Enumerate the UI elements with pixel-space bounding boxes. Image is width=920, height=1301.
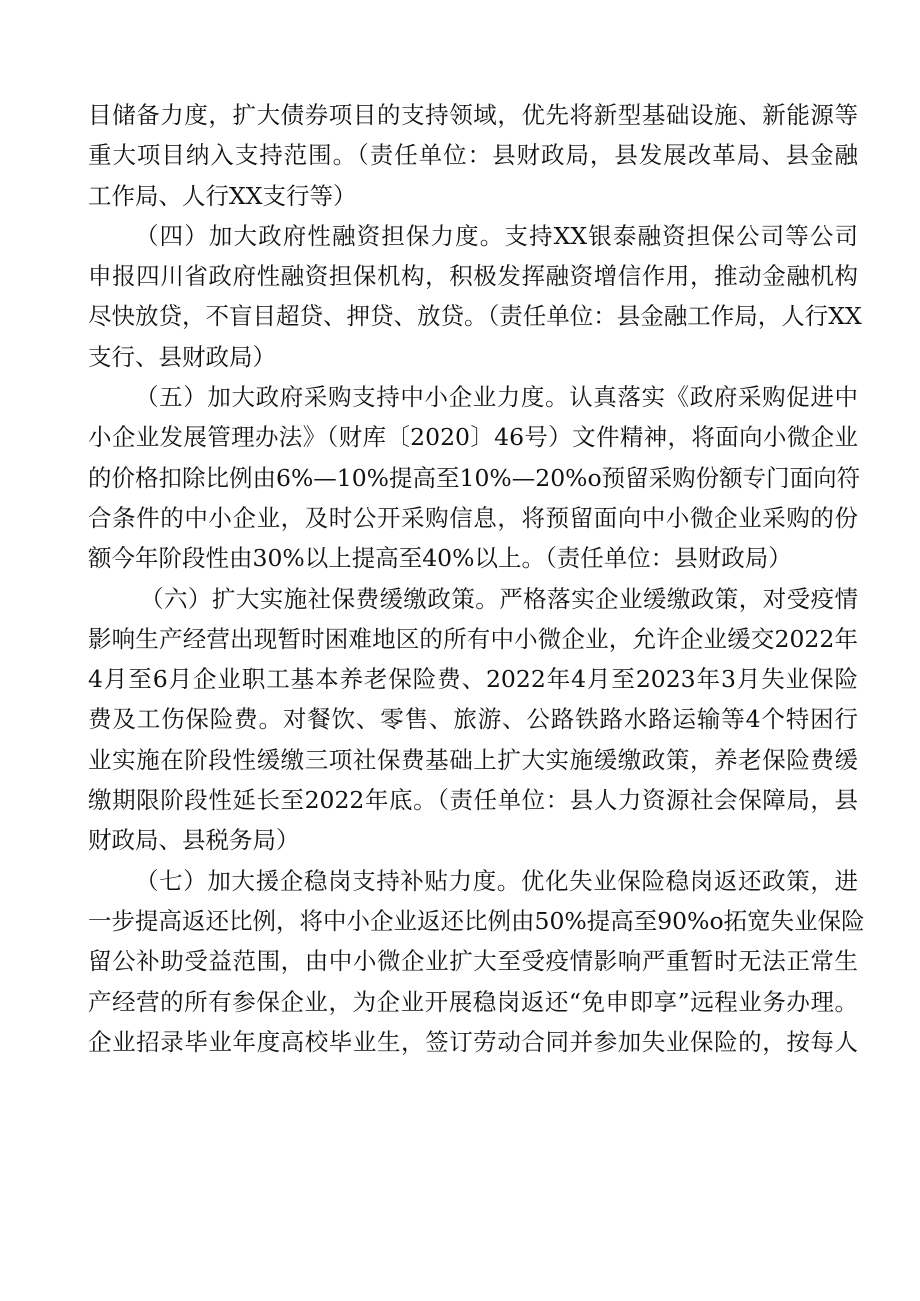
text-line: 额今年阶段性由30%以上提高至40%以上。（责任单位：县财政局） [88, 544, 792, 573]
text-line: 尽快放贷，不盲目超贷、押贷、放贷。（责任单位：县金融工作局，人行XX [88, 302, 862, 331]
text-line: 一步提高返还比例，将中小企业返还比例由50%提高至90%o拓宽失业保险 [88, 906, 865, 935]
text-line: 费及工伤保险费。对餐饮、零售、旅游、公路铁路水路运输等4个特困行 [88, 705, 858, 734]
text-line: 支行、县财政局） [88, 342, 276, 371]
text-line: 申报四川省政府性融资担保机构，积极发挥融资增信作用，推动金融机构 [88, 262, 858, 291]
text-line: 工作局、人行XX支行等） [88, 181, 357, 210]
text-line: 小企业发展管理办法》（财库〔2020〕46号）文件精神，将面向小微企业 [88, 423, 858, 452]
section-heading-line: （四）加大政府性融资担保力度。支持XX银泰融资担保公司等公司 [135, 221, 858, 250]
section-heading-line: （七）加大援企稳岗支持补贴力度。优化失业保险稳岗返还政策，进 [135, 866, 858, 895]
text-line: 4月至6月企业职工基本养老保险费、2022年4月至2023年3月失业保险 [88, 665, 858, 694]
text-line: 重大项目纳入支持范围。（责任单位：县财政局，县发展改革局、县金融 [88, 141, 858, 170]
text-line: 目储备力度，扩大债券项目的支持领域，优先将新型基础设施、新能源等 [88, 101, 858, 129]
section-heading-line: （五）加大政府采购支持中小企业力度。认真落实《政府采购促进中 [135, 383, 858, 412]
text-line: 财政局、县税务局） [88, 826, 300, 855]
document-body [88, 95, 865, 1062]
section-heading-line: （六）扩大实施社保费缓缴政策。严格落实企业缓缴政策，对受疫情 [140, 584, 858, 613]
text-line: 合条件的中小企业，及时公开采购信息，将预留面向中小微企业采购的份 [88, 503, 858, 532]
text-line: 缴期限阶段性延长至2022年底。（责任单位：县人力资源社会保障局，县 [88, 786, 858, 815]
text-line: 企业招录毕业年度高校毕业生，签订劳动合同并参加失业保险的，按每人 [88, 1027, 858, 1056]
text-line: 业实施在阶段性缓缴三项社保费基础上扩大实施缓缴政策，养老保险费缓 [88, 745, 858, 774]
text-line: 产经营的所有参保企业，为企业开展稳岗返还“免申即享”远程业务办理。 [88, 987, 858, 1016]
text-line: 留公补助受益范围，由中小微企业扩大至受疫情影响严重暂时无法正常生 [88, 947, 858, 976]
text-line: 的价格扣除比例由6%—10%提高至10%—20%o预留采购份额专门面向符 [88, 463, 861, 492]
text-line: 影响生产经营出现暂时困难地区的所有中小微企业，允许企业缓交2022年 [88, 624, 858, 653]
